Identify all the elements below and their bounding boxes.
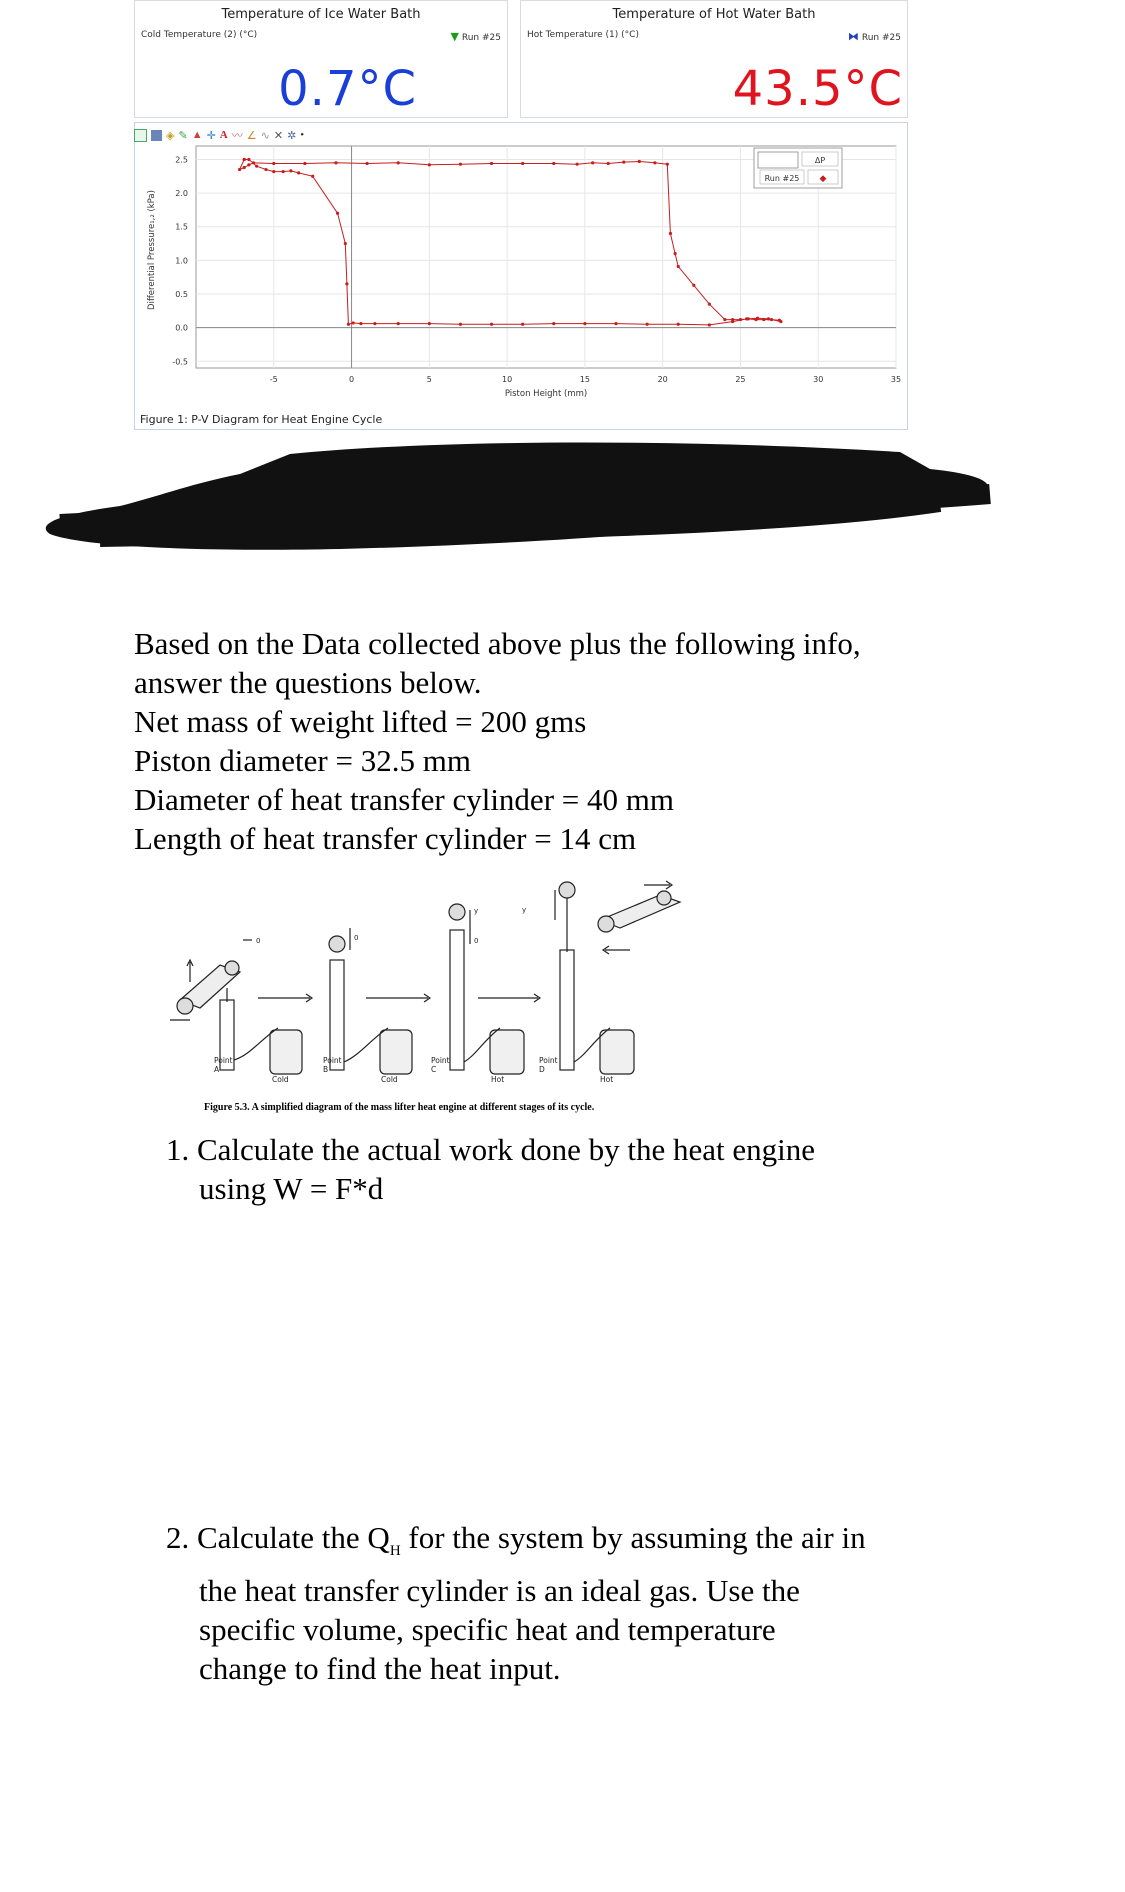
question-1 — [166, 1130, 1066, 1208]
x-tick-label: 5 — [426, 375, 432, 384]
legend-box-label: ΔP — [814, 156, 826, 165]
point-d-label: Point D — [539, 1056, 558, 1074]
data-point — [677, 265, 680, 268]
data-point — [552, 162, 555, 165]
data-point — [583, 322, 586, 325]
data-point — [591, 161, 594, 164]
data-point — [552, 322, 555, 325]
data-point — [770, 318, 773, 321]
data-point — [739, 318, 742, 321]
data-point — [747, 317, 750, 320]
y-tick-label: 0.0 — [175, 323, 188, 333]
data-point — [767, 317, 770, 320]
bath-a-label: Cold — [272, 1075, 289, 1084]
save-icon[interactable] — [151, 130, 162, 141]
hot-run-label: Run #25 — [861, 33, 901, 43]
data-point — [677, 323, 680, 326]
data-point — [397, 161, 400, 164]
x-tick-label: -5 — [269, 375, 278, 384]
data-point — [397, 322, 400, 325]
mark-label: y — [474, 907, 479, 915]
data-point — [428, 163, 431, 166]
text-icon[interactable]: A — [219, 129, 228, 141]
data-point — [247, 158, 250, 161]
mark-label: 0 — [474, 937, 479, 945]
data-point — [303, 162, 306, 165]
y-axis-label: Differential Pressure₁,₂ (kPa) — [147, 190, 157, 310]
q2-subscript: H — [389, 1543, 401, 1560]
intro-line: Based on the Data collected above plus the following info, — [134, 626, 861, 661]
data-point — [692, 284, 695, 287]
figure1-caption: Figure 1: P-V Diagram for Heat Engine Cycle — [140, 413, 383, 426]
data-point — [373, 322, 376, 325]
ice-run-label: Run #25 — [461, 33, 501, 43]
data-point — [282, 170, 285, 173]
data-point — [622, 161, 625, 164]
x-tick-label: 25 — [735, 375, 746, 384]
data-point — [334, 161, 337, 164]
q2-line1-b: for the system by assuming the air in — [400, 1520, 866, 1555]
data-point — [264, 168, 267, 171]
run-marker-icon: ⧓ — [848, 30, 859, 43]
figure53-caption: Figure 5.3. A simplified diagram of the mass lifter heat engine at different stages of its cycle. — [204, 1102, 595, 1113]
ice-panel-title: Temperature of Ice Water Bath — [221, 7, 421, 22]
legend[interactable] — [754, 148, 842, 188]
intro-line: Diameter of heat transfer cylinder = 40 mm — [134, 782, 674, 817]
x-tick-label: 20 — [657, 375, 668, 384]
data-point — [576, 163, 579, 166]
data-point — [344, 242, 347, 245]
point-a-label: Point A — [214, 1056, 233, 1074]
data-point — [272, 162, 275, 165]
data-point — [669, 232, 672, 235]
mark-label: y — [522, 906, 527, 914]
q2-line3: specific volume, specific heat and temperature — [199, 1612, 776, 1648]
data-point — [272, 170, 275, 173]
intro-line: Net mass of weight lifted = 200 gms — [134, 704, 587, 739]
hot-panel-label: Hot Temperature (1) (°C) — [527, 30, 639, 40]
data-point — [762, 318, 765, 321]
point-b-label: Point B — [323, 1056, 342, 1074]
x-tick-label: 15 — [579, 375, 590, 384]
ice-panel-run[interactable] — [451, 30, 501, 43]
redaction-scribble — [40, 434, 1000, 564]
intro-line: Length of heat transfer cylinder = 14 cm — [134, 821, 637, 856]
legend-marker-icon: ◆ — [819, 174, 827, 184]
y-tick-label: 1.5 — [175, 222, 188, 232]
hot-panel-run[interactable] — [848, 30, 901, 43]
y-tick-label: 0.5 — [175, 290, 188, 299]
data-point — [459, 323, 462, 326]
data-point — [607, 162, 610, 165]
q2-number: 2. — [166, 1520, 190, 1555]
data-point — [614, 322, 617, 325]
q1-number: 1. — [166, 1132, 190, 1167]
q2-line1-a: Calculate the Q — [197, 1520, 390, 1555]
data-point — [366, 162, 369, 165]
paint-icon[interactable]: ◈ — [166, 129, 175, 142]
data-point — [708, 323, 711, 326]
data-point — [666, 163, 669, 166]
dot-icon[interactable]: • — [300, 129, 305, 141]
stats-icon[interactable]: ∿ — [260, 129, 270, 142]
y-tick-label: -0.5 — [172, 357, 188, 367]
hot-temperature-value: 43.5°C — [732, 61, 903, 117]
data-point — [521, 162, 524, 165]
data-point — [359, 322, 362, 325]
q1-line2: using W = F*d — [199, 1171, 384, 1206]
data-point — [428, 322, 431, 325]
stage-a — [170, 940, 302, 1074]
x-tick-label: 35 — [890, 375, 902, 384]
question-2 — [166, 1518, 1106, 1688]
data-point — [638, 160, 641, 163]
data-point — [345, 282, 348, 285]
legend-series-label: Run #25 — [764, 174, 800, 183]
x-tick-label: 10 — [502, 375, 513, 384]
data-point — [521, 323, 524, 326]
point-c-label: Point C — [431, 1056, 450, 1074]
intro-text — [134, 624, 1034, 858]
bath-b-label: Cold — [381, 1075, 398, 1084]
ice-temperature-panel[interactable] — [134, 0, 508, 118]
mark-label: 0 — [354, 934, 359, 942]
data-point — [243, 158, 246, 161]
data-point — [336, 212, 339, 215]
legend-input-box[interactable] — [758, 152, 798, 168]
data-point — [255, 165, 258, 168]
data-point — [731, 318, 734, 321]
q2-line4: change to find the heat input. — [199, 1651, 561, 1687]
data-point — [347, 323, 350, 326]
data-point — [243, 166, 246, 169]
data-point — [754, 318, 757, 321]
q1-line1: Calculate the actual work done by the heat engine — [197, 1132, 816, 1167]
close-icon[interactable]: ✕ — [273, 129, 284, 142]
waveform-icon[interactable]: 〰 — [231, 130, 243, 142]
settings-icon[interactable]: ✲ — [287, 129, 297, 142]
y-tick-label: 2.5 — [175, 155, 188, 165]
ice-temperature-value: 0.7°C — [278, 61, 417, 117]
data-point — [311, 175, 314, 178]
data-point — [238, 168, 241, 171]
data-point — [247, 163, 250, 166]
y-tick-label: 1.0 — [175, 256, 188, 266]
intro-line: answer the questions below. — [134, 665, 482, 700]
y-tick-label: 2.0 — [175, 189, 188, 199]
bath-c-label: Hot — [491, 1075, 505, 1084]
data-point — [646, 323, 649, 326]
draw-icon[interactable]: ✎ — [178, 129, 188, 142]
data-point — [778, 319, 781, 322]
data-point — [490, 323, 493, 326]
data-point — [708, 302, 711, 305]
data-point — [490, 162, 493, 165]
data-point — [252, 161, 255, 164]
data-point — [674, 252, 677, 255]
data-point — [289, 169, 292, 172]
data-point — [352, 321, 355, 324]
x-tick-label: 0 — [349, 375, 355, 384]
q2-line2: the heat transfer cylinder is an ideal gas. Use the — [199, 1573, 800, 1609]
hot-panel-title: Temperature of Hot Water Bath — [612, 7, 816, 22]
data-point — [459, 163, 462, 166]
run-marker-icon: ▼ — [450, 30, 459, 43]
move-icon[interactable]: ✛ — [206, 129, 216, 142]
data-point — [723, 318, 726, 321]
ice-panel-label: Cold Temperature (2) (°C) — [141, 30, 258, 40]
x-axis-label: Piston Height (mm) — [504, 389, 588, 399]
data-point — [653, 161, 656, 164]
slope-icon[interactable]: ∠ — [246, 129, 257, 142]
mark-label: 0 — [256, 937, 261, 945]
triangle-icon[interactable]: ▲ — [191, 129, 203, 141]
bath-d-label: Hot — [600, 1075, 614, 1084]
data-point — [297, 171, 300, 174]
hot-temperature-panel[interactable] — [520, 0, 908, 118]
intro-line: Piston diameter = 32.5 mm — [134, 743, 471, 778]
x-tick-label: 30 — [813, 375, 824, 384]
pv-chart[interactable] — [134, 140, 906, 430]
